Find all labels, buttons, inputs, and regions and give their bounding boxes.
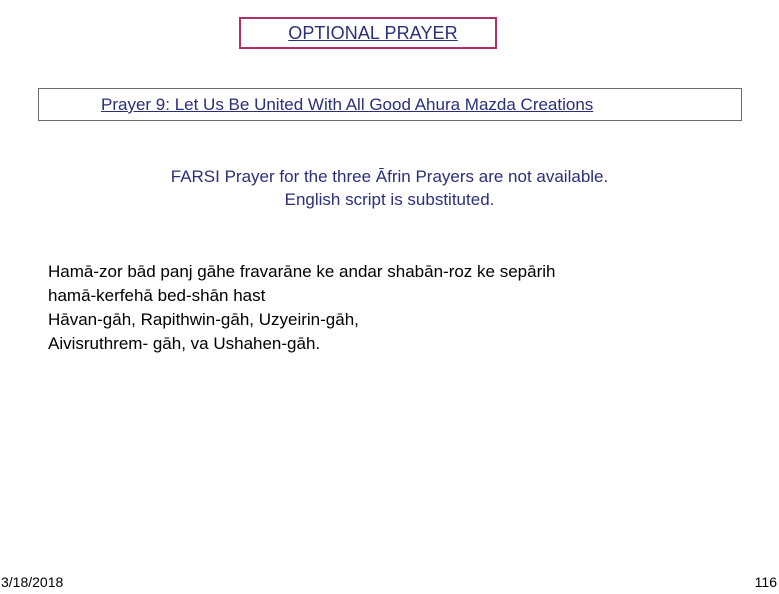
slide-title: OPTIONAL PRAYER (288, 22, 458, 43)
availability-notice (0, 165, 779, 211)
prayer-line: hamā-kerfehā bed-shān hast (48, 286, 266, 305)
slide-subtitle: Prayer 9: Let Us Be United With All Good Ahura Mazda Creations (101, 95, 594, 114)
footer-date: 3/18/2018 (1, 574, 64, 590)
prayer-line: Hāvan-gāh, Rapithwin-gāh, Uzyeirin-gāh, (48, 310, 359, 329)
prayer-line: Aivisruthrem- gāh, va Ushahen-gāh. (48, 334, 321, 353)
subtitle-box (38, 88, 742, 121)
page-number: 116 (754, 574, 777, 590)
title-box (239, 17, 497, 49)
prayer-line: Hamā-zor bād panj gāhe fravarāne ke andar shabān-roz ke sepārih (48, 262, 556, 281)
notice-line: English script is substituted. (284, 190, 495, 209)
notice-line: FARSI Prayer for the three Āfrin Prayers are not available. (170, 167, 609, 186)
prayer-text (48, 260, 555, 356)
